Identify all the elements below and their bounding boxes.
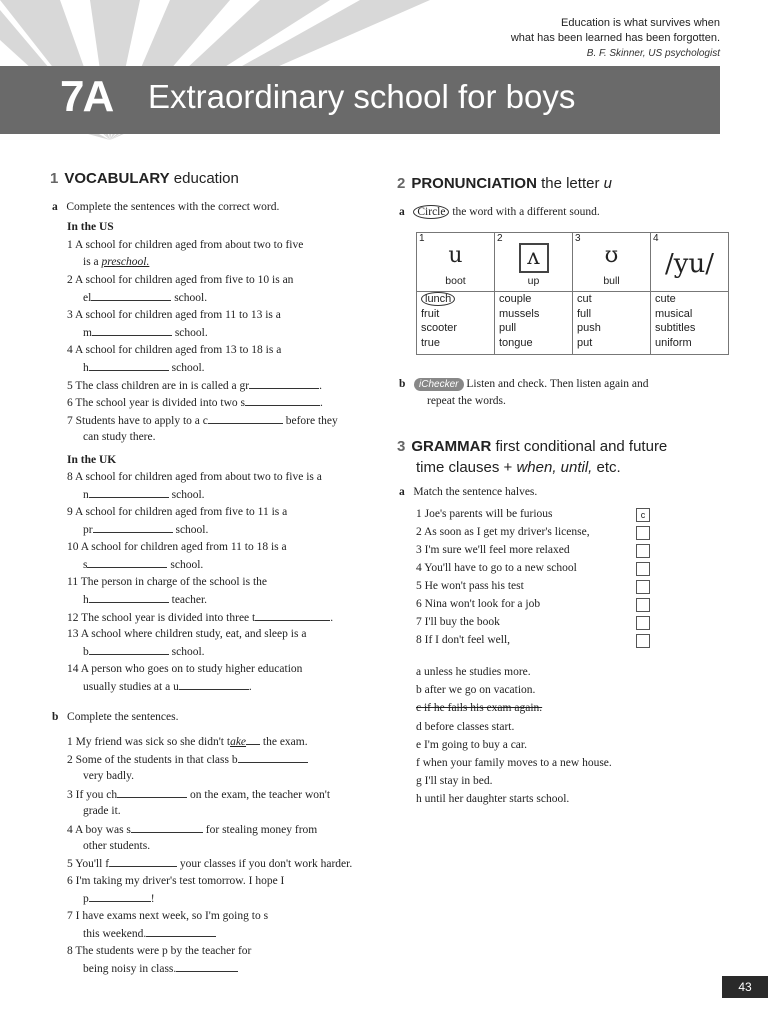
grammar-ending: h until her daughter starts school. [416, 793, 570, 805]
section-subtitle: first conditional and future [491, 438, 668, 455]
word-option[interactable] [421, 321, 490, 336]
vocab-b-instruction [52, 709, 178, 725]
grammar-heading [397, 436, 667, 478]
section-subtitle-2: time clauses + [416, 459, 517, 476]
item-text-after: school. [168, 489, 205, 501]
vocab-item-line [83, 324, 208, 341]
sound-cell-3 [573, 233, 651, 292]
unit-number: 7A [60, 72, 113, 121]
word-column-3 [573, 292, 651, 355]
answer-blank[interactable] [245, 394, 320, 406]
item-text-after: for stealing money from [202, 824, 318, 836]
item-text-after: before they [282, 415, 338, 427]
pron-a-instruction [399, 204, 600, 220]
item-text: is a [83, 256, 102, 268]
item-text: can study there. [83, 431, 156, 443]
item-text: grade it. [83, 805, 121, 817]
item-text-after: school. [171, 292, 208, 304]
vocab-item-line [67, 237, 303, 253]
item-text: 7 Students have to apply to a c [67, 415, 208, 427]
word-text: fruit [421, 307, 440, 320]
section-keyword: PRONUNCIATION [411, 175, 537, 192]
item-text: 2 Some of the students in that class b [67, 754, 238, 766]
vocab-item-line [83, 486, 205, 503]
item-text: n [83, 489, 89, 501]
word-option[interactable] [577, 307, 646, 322]
item-text: p [83, 893, 89, 905]
grammar-ending: d before classes start. [416, 721, 515, 733]
item-text: 4 A school for children aged from 13 to 18 is a [67, 344, 282, 356]
word-option[interactable] [655, 321, 724, 336]
item-text: 10 A school for children aged from 11 to 18 is a [67, 541, 287, 553]
ichecker-badge[interactable]: iChecker [414, 378, 463, 391]
page-number: 43 [722, 976, 768, 998]
vocab-item-line [83, 591, 207, 608]
word-text: true [421, 336, 440, 349]
grammar-ending: e I'm going to buy a car. [416, 739, 527, 751]
page-title: Extraordinary school for boys [148, 78, 576, 115]
grammar-item: 8 If I don't feel well, [416, 634, 511, 646]
word-option[interactable] [577, 321, 646, 336]
section-number: 2 [397, 175, 406, 192]
vocab-item-line [67, 394, 323, 411]
answer-blank[interactable] [93, 521, 173, 533]
word-option[interactable] [655, 307, 724, 322]
word-text: musical [655, 307, 693, 320]
section-subtitle-end: etc. [592, 459, 621, 476]
answer-blank[interactable] [255, 609, 330, 621]
vocab-item-line [83, 429, 156, 445]
item-text: usually studies at a u [83, 681, 179, 693]
answer-blank[interactable] [89, 359, 169, 371]
pronunciation-table [416, 232, 729, 355]
answer-blank[interactable] [87, 556, 167, 568]
item-text-after: ! [150, 893, 155, 905]
grammar-item: 6 Nina won't look for a job [416, 598, 541, 610]
us-heading: In the US [67, 221, 114, 233]
vocab-item-line [83, 521, 208, 538]
vocab-item-line [67, 469, 322, 485]
word-option[interactable] [421, 307, 490, 322]
item-text: 11 The person in charge of the school is the [67, 576, 268, 588]
item-text: 3 If you ch [67, 789, 118, 801]
part-label: b [52, 711, 59, 723]
answer-blank[interactable] [92, 324, 172, 336]
vocab-a-instruction [52, 199, 279, 215]
word-column-2 [495, 292, 573, 355]
section-keyword: VOCABULARY [64, 170, 170, 187]
item-text: 12 The school year is divided into three t [67, 612, 256, 624]
item-text-after: school. [168, 646, 205, 658]
sound-cell-4 [651, 233, 729, 292]
vocab-b-item-line [83, 890, 155, 907]
answer-blank[interactable] [89, 643, 169, 655]
item-text: 9 A school for children aged from five to 11 is a [67, 506, 288, 518]
item-text: pr [83, 524, 93, 536]
column-number: 3 [575, 233, 581, 244]
vocab-item-line [67, 574, 267, 590]
vocab-item-line [67, 661, 302, 677]
word-option[interactable] [577, 292, 646, 307]
part-label: a [399, 206, 405, 218]
answer-box[interactable] [636, 616, 650, 630]
item-text: 4 A boy was s [67, 824, 131, 836]
answer-blank[interactable] [109, 855, 177, 867]
answer-box[interactable] [636, 580, 650, 594]
item-text: 8 The students were p [67, 945, 168, 957]
word-text: uniform [655, 336, 692, 349]
uk-heading: In the UK [67, 454, 117, 466]
item-text-after: school. [168, 362, 205, 374]
sound-symbol: ʌ [519, 243, 549, 273]
answer-box[interactable] [636, 544, 650, 558]
sound-symbol: u [448, 243, 463, 268]
answer-box[interactable] [636, 526, 650, 540]
word-column-1 [417, 292, 495, 355]
column-number: 4 [653, 233, 659, 244]
word-text: lunch [421, 292, 455, 306]
vocab-item-line [83, 289, 207, 306]
item-text: 14 A person who goes on to study higher education [67, 663, 303, 675]
item-text: very badly. [83, 770, 134, 782]
grammar-a-instruction [399, 484, 537, 500]
item-text-after: your classes if you don't work harder. [177, 858, 353, 870]
item-text: b [83, 646, 89, 658]
vocab-item-line [67, 626, 306, 642]
word-text: mussels [499, 307, 540, 320]
instruction-text: Complete the sentences with the correct word. [66, 201, 280, 213]
word-option[interactable] [499, 307, 568, 322]
answer-box[interactable]: c [636, 508, 650, 522]
item-text: being noisy in class. [83, 963, 177, 975]
item-text: el [83, 292, 92, 304]
vocab-b-item-line [83, 960, 238, 977]
item-text-after: . [330, 612, 334, 624]
vocab-b-item-line [83, 925, 216, 942]
example-answer: preschool. [101, 256, 150, 268]
section-subtitle-italic: u [603, 175, 612, 192]
item-text: 7 I have exams next week, so I'm going to s [67, 910, 269, 922]
vocab-b-item-line [67, 786, 330, 803]
word-option[interactable] [421, 292, 490, 307]
sound-header-row [417, 233, 729, 292]
word-text: full [577, 307, 592, 320]
item-text-after: teacher. [168, 594, 208, 606]
vocab-item-line [67, 342, 281, 358]
section-subtitle-italic: when, until, [516, 459, 593, 476]
answer-blank[interactable] [131, 821, 203, 833]
answer-box[interactable] [636, 562, 650, 576]
word-option[interactable] [499, 336, 568, 351]
grammar-ending: g I'll stay in bed. [416, 775, 493, 787]
item-text: this weekend. [83, 928, 147, 940]
example-answer: ake [230, 736, 247, 748]
vocab-b-item-line [83, 803, 121, 819]
item-text: 5 The class children are in is called a gr [67, 380, 250, 392]
vocab-item-line [83, 556, 203, 573]
pron-b-instruction [399, 376, 649, 392]
word-text: tongue [499, 336, 533, 349]
vocab-b-item-line [67, 873, 284, 889]
grammar-item: 7 I'll buy the book [416, 616, 500, 628]
part-label: b [399, 378, 406, 390]
word-option[interactable] [655, 336, 724, 351]
section-subtitle: education [173, 170, 239, 187]
grammar-ending: f when your family moves to a new house. [416, 757, 612, 769]
vocab-b-item-line [67, 943, 251, 959]
item-text: 8 A school for children aged from about two to five is a [67, 471, 322, 483]
answer-blank[interactable] [89, 591, 169, 603]
instruction-text: Listen and check. Then listen again and [463, 378, 649, 390]
answer-blank[interactable] [146, 925, 216, 937]
answer-blank[interactable] [249, 377, 319, 389]
section-number: 3 [397, 438, 406, 455]
grammar-ending: b after we go on vacation. [416, 684, 536, 696]
answer-blank[interactable] [89, 486, 169, 498]
quote-line-1: Education is what survives when [561, 17, 720, 29]
vocab-b-item-line [67, 821, 317, 838]
vocab-item-line [67, 377, 322, 394]
grammar-item: 1 Joe's parents will be furious [416, 508, 553, 520]
word-option[interactable] [577, 336, 646, 351]
item-text: 1 My friend was sick so she didn't t [67, 736, 231, 748]
grammar-ending: a unless he studies more. [416, 666, 531, 678]
item-text: 2 A school for children aged from five to 10 is an [67, 274, 294, 286]
word-row [417, 292, 729, 355]
vocab-b-item-line [67, 751, 308, 768]
answer-box[interactable] [636, 634, 650, 648]
sound-symbol: /yu/ [665, 249, 714, 279]
answer-blank[interactable] [117, 786, 187, 798]
item-text: 1 A school for children aged from about two to five [67, 239, 304, 251]
item-text: 3 A school for children aged from 11 to 13 is a [67, 309, 281, 321]
word-option[interactable] [655, 292, 724, 307]
word-text: subtitles [655, 322, 696, 334]
vocab-heading [50, 170, 239, 187]
answer-blank[interactable] [176, 960, 238, 972]
word-option[interactable] [421, 336, 490, 351]
word-text: cute [655, 293, 676, 305]
sound-cell-2 [495, 233, 573, 292]
vocab-b-item-line [67, 855, 352, 872]
word-text: cut [577, 293, 592, 305]
item-text: h [83, 362, 89, 374]
item-text-after: on the exam, the teacher won't [187, 789, 331, 801]
column-number: 2 [497, 233, 503, 244]
grammar-item: 4 You'll have to go to a new school [416, 562, 577, 574]
sound-keyword: up [527, 275, 540, 287]
word-text: scooter [421, 322, 458, 334]
instruction-text: the word with a different sound. [449, 206, 600, 218]
quote-author: B. F. Skinner, US psychologist [586, 48, 720, 59]
part-label: a [52, 201, 58, 213]
column-number: 1 [419, 233, 425, 244]
circle-word: Circle [413, 205, 449, 219]
vocab-item-line [83, 643, 205, 660]
instruction-text: Complete the sentences. [67, 711, 179, 723]
vocab-b-item-line [67, 733, 308, 750]
word-text: push [577, 322, 601, 334]
word-text: couple [499, 293, 532, 305]
answer-blank[interactable] [246, 733, 260, 745]
grammar-item: 2 As soon as I get my driver's license, [416, 526, 590, 538]
sound-keyword: boot [445, 275, 466, 287]
section-subtitle: the letter [541, 175, 604, 192]
item-text-after: the exam. [260, 736, 308, 748]
item-text-after: . [248, 681, 252, 693]
vocab-item-line [67, 307, 281, 323]
item-text-after: . [320, 397, 323, 409]
answer-blank[interactable] [238, 751, 308, 763]
answer-box[interactable] [636, 598, 650, 612]
quote-line-2: what has been learned has been forgotten. [510, 32, 720, 44]
item-text: m [83, 327, 92, 339]
vocab-item-line [67, 504, 287, 520]
sound-keyword: bull [603, 275, 620, 287]
vocab-item-line [83, 359, 205, 376]
item-text: h [83, 594, 89, 606]
vocab-b-item-line [67, 908, 268, 924]
grammar-item: 3 I'm sure we'll feel more relaxed [416, 544, 570, 556]
item-text: 6 I'm taking my driver's test tomorrow. I hope I [67, 875, 285, 887]
unit-banner [0, 66, 720, 134]
item-text: other students. [83, 840, 151, 852]
item-text-after: . [319, 380, 322, 392]
item-text: s [83, 559, 88, 571]
answer-blank[interactable] [89, 890, 151, 902]
vocab-item-line [67, 609, 333, 626]
item-text: 6 The school year is divided into two s [67, 397, 246, 409]
header-quote [511, 16, 720, 61]
pron-heading [397, 175, 612, 192]
sound-cell-1 [417, 233, 495, 292]
vocab-b-item-line [83, 838, 150, 854]
item-text: 5 You'll f [67, 858, 110, 870]
word-option[interactable] [499, 292, 568, 307]
item-text: 13 A school where children study, eat, and sleep is a [67, 628, 307, 640]
grammar-ending: c if he fails his exam again. [416, 702, 543, 714]
answer-blank[interactable] [179, 678, 249, 690]
vocab-b-item-line [83, 768, 134, 784]
word-text: pull [499, 322, 517, 334]
vocab-item-line [83, 254, 149, 270]
vocab-item-line [67, 539, 287, 555]
grammar-item: 5 He won't pass his test [416, 580, 524, 592]
section-keyword: GRAMMAR [411, 438, 492, 455]
item-text-after: school. [172, 524, 209, 536]
word-text: put [577, 336, 593, 349]
vocab-item-line [67, 412, 338, 429]
word-column-4 [651, 292, 729, 355]
pron-b-instruction-cont: repeat the words. [427, 395, 506, 407]
answer-blank[interactable] [208, 412, 283, 424]
word-option[interactable] [499, 321, 568, 336]
answer-blank[interactable] [91, 289, 171, 301]
item-text-after: school. [171, 327, 208, 339]
sound-symbol: ʊ [604, 243, 619, 268]
section-number: 1 [50, 170, 59, 187]
vocab-item-line [67, 272, 293, 288]
instruction-text: Match the sentence halves. [413, 486, 538, 498]
item-text-after: by the teacher for [167, 945, 252, 957]
vocab-item-line [83, 678, 252, 695]
part-label: a [399, 486, 405, 498]
item-text-after: school. [167, 559, 204, 571]
